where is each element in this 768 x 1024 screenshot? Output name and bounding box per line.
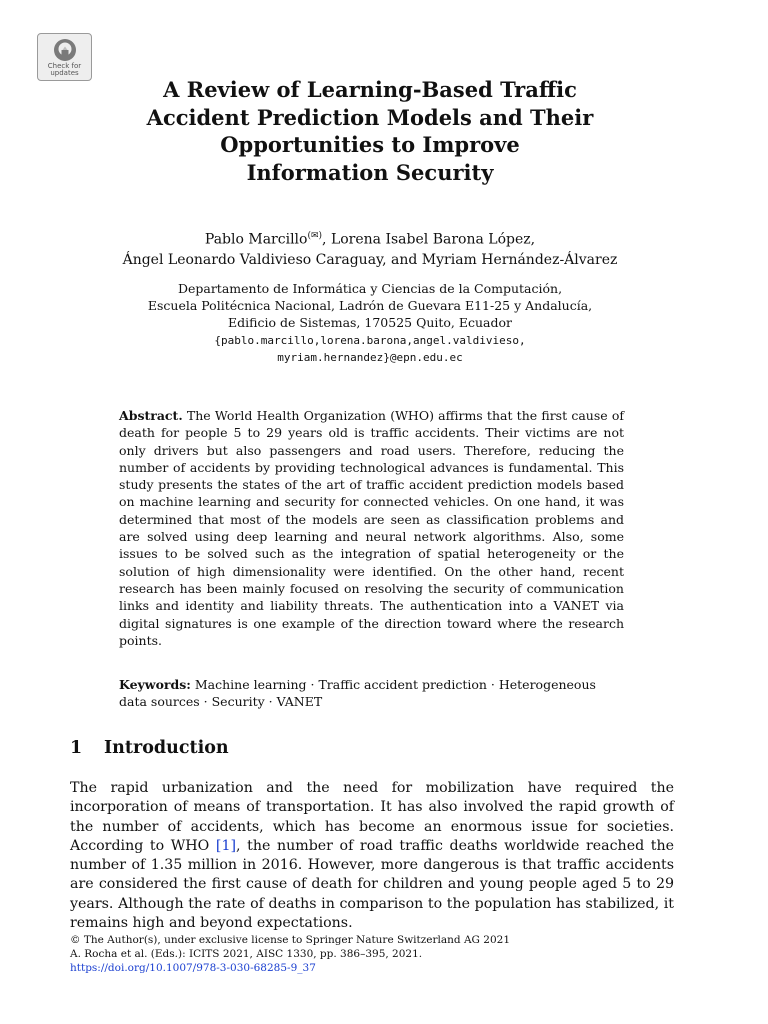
footer-notes bbox=[70, 933, 510, 975]
corresponding-author-mark: (✉) bbox=[307, 231, 323, 241]
authors-line-1 bbox=[90, 226, 650, 250]
check-for-updates-badge[interactable] bbox=[37, 33, 92, 81]
authors-line-2: Ángel Leonardo Valdivieso Caraguay, and Myriam Hernández-Álvarez bbox=[122, 251, 618, 268]
authors-line-1-rest: , Lorena Isabel Barona López, bbox=[322, 231, 536, 248]
title-line-4: Information Security bbox=[246, 159, 494, 185]
affiliation-line-2: Escuela Politécnica Nacional, Ladrón de Guevara E11-25 y Andalucía, bbox=[147, 298, 593, 314]
intro-paragraph bbox=[70, 779, 674, 933]
author-list bbox=[90, 226, 650, 270]
title-line-2: Accident Prediction Models and Their bbox=[146, 104, 594, 130]
citation-line: A. Rocha et al. (Eds.): ICITS 2021, AISC 1330, pp. 386–395, 2021. bbox=[70, 948, 423, 960]
email-line-2[interactable]: myriam.hernandez}@epn.edu.ec bbox=[277, 350, 463, 364]
citation-link[interactable]: [1] bbox=[215, 837, 237, 854]
keywords-label: Keywords: bbox=[119, 677, 191, 692]
keywords bbox=[119, 676, 624, 711]
intro-text-1: The rapid urbanization and the need for mobilization have required the incorporation of means of transportation. It has also involved the rapid growth of the number of accidents, which has become an enormous issue for societies. According to WHO bbox=[70, 780, 674, 854]
paper-title bbox=[100, 76, 640, 186]
copyright-line: © The Author(s), under exclusive license to Springer Nature Switzerland AG 2021 bbox=[70, 934, 510, 946]
email-line-1[interactable]: {pablo.marcillo,lorena.barona,angel.valdivieso, bbox=[214, 333, 526, 347]
badge-line-1: Check for bbox=[47, 62, 82, 70]
check-for-updates-icon bbox=[52, 37, 78, 63]
section-number: 1 bbox=[70, 738, 83, 758]
doi-link[interactable]: https://doi.org/10.1007/978-3-030-68285-9_37 bbox=[70, 962, 316, 974]
affiliation-line-3: Edificio de Sistemas, 170525 Quito, Ecuador bbox=[227, 315, 512, 331]
affiliation-line-1: Departamento de Informática y Ciencias de la Computación, bbox=[177, 281, 563, 296]
intro-text-2: , the number of road traffic deaths worldwide reached the number of 1.35 million in 2016. However, more dangerous is that traffic accidents are considered the first cause of death for children and young people aged 5 to 29 years. Although the rate of deaths in comparison to the population has stabilized, it remains high and beyond expectations. bbox=[70, 837, 674, 932]
badge-line-2: updates bbox=[50, 69, 79, 77]
section-heading bbox=[70, 738, 229, 758]
abstract bbox=[119, 407, 624, 649]
keywords-text: Machine learning · Traffic accident prediction · Heterogeneous data sources · Security · VANET bbox=[119, 677, 596, 710]
section-title: Introduction bbox=[104, 738, 229, 758]
author-pablo: Pablo Marcillo bbox=[204, 231, 308, 248]
abstract-label: Abstract. bbox=[119, 408, 183, 423]
affiliation bbox=[90, 280, 650, 366]
abstract-text: The World Health Organization (WHO) affirms that the first cause of death for people 5 to 29 years old is traffic accidents. Their victims are not only drivers but also passengers and road users. Therefore, reducing the number of accidents by providing technological advances is fundamental. This study presents the states of the art of traffic accident prediction models based on machine learning and security for connected vehicles. On one hand, it was determined that most of the models are seen as classification problems and are solved using deep learning and neural network algorithms. Also, some issues to be solved such as the integration of spatial heterogeneity or the solution of high dimensionality were identified. On the other hand, recent research has been mainly focused on resolving the security of communication links and identity and liability threats. The authentication into a VANET via digital signatures is one example of the direction toward where the research points. bbox=[119, 408, 624, 648]
title-line-3: Opportunities to Improve bbox=[220, 132, 520, 157]
title-line-1: A Review of Learning-Based Traffic bbox=[163, 77, 577, 102]
